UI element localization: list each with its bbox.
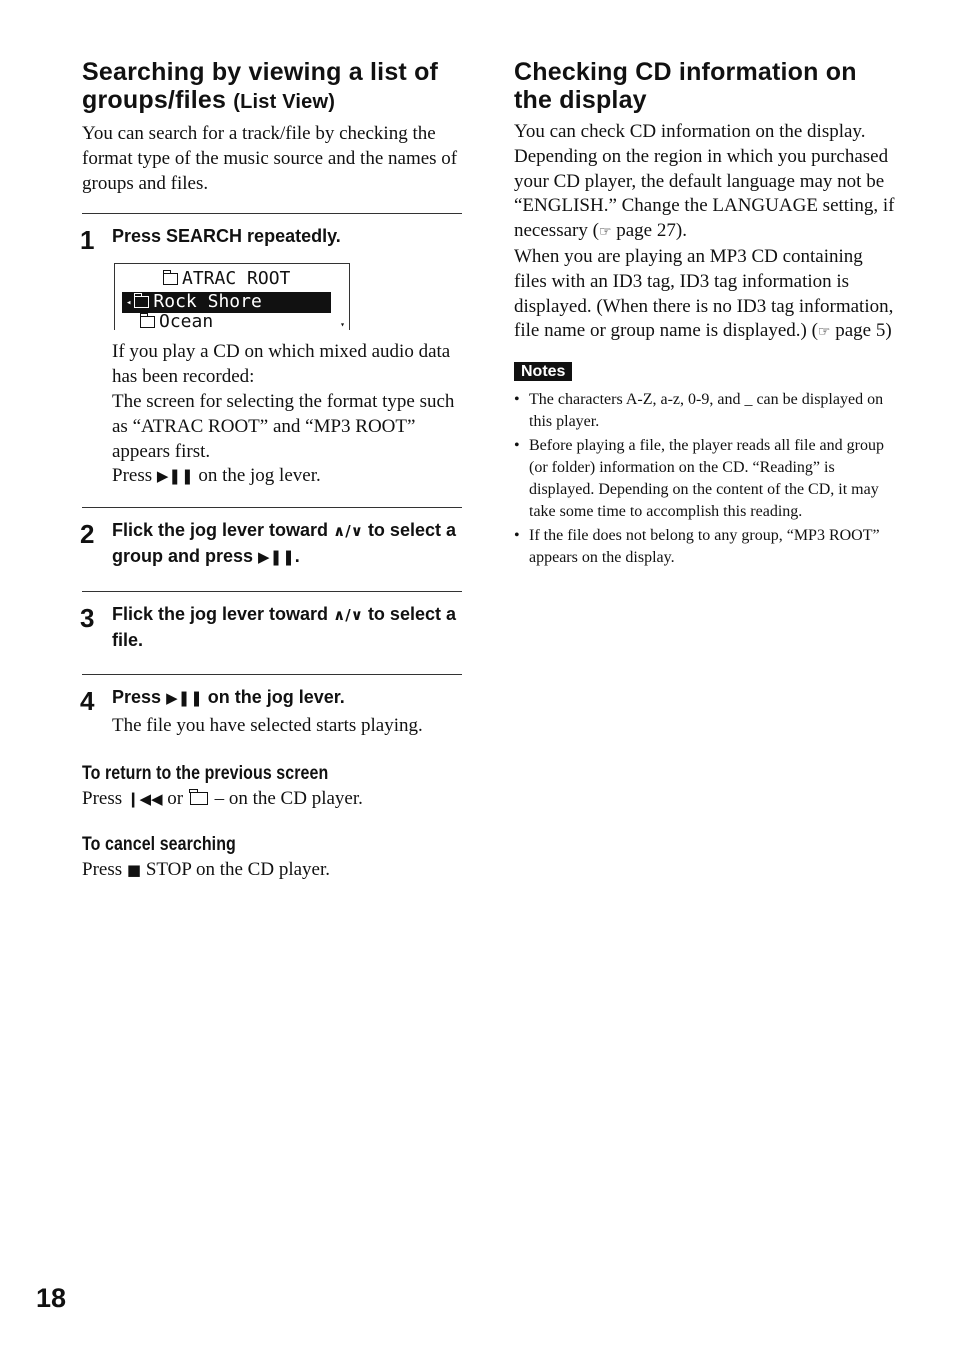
- lcd-display: [114, 263, 350, 333]
- section-title-cd-info: Checking CD information on the display: [514, 58, 857, 114]
- intro-text: You can search for a track/file by checking the format type of the music source and the names of groups and files.: [82, 123, 458, 194]
- cd-info-para-1: You can check CD information on the display. Depending on the region in which you purchased your CD player, the default language may not be “ENGLISH.” Change the LANGUAGE setting, if necessary (☞ page 27).: [514, 121, 895, 242]
- folder-icon: [140, 316, 155, 328]
- stop-icon: ■: [126, 860, 142, 879]
- up-down-icon: ∧/∨: [333, 606, 363, 625]
- step-body-p3: Press ▶❚❚ on the jog lever.: [112, 465, 321, 487]
- step-number: 2: [80, 519, 95, 550]
- step-1: [82, 213, 462, 507]
- lcd-row-selected: ◂ Rock Shore: [122, 292, 331, 313]
- play-pause-icon: ▶❚❚: [156, 467, 194, 486]
- up-down-icon: ∧/∨: [333, 522, 363, 541]
- step-body: The file you have selected starts playing.: [112, 715, 423, 737]
- folder-icon: [134, 296, 149, 308]
- cd-info-para-2: When you are playing an MP3 CD containing files with an ID3 tag, ID3 tag information is displayed. (When there is no ID3 tag information, file name or group name is displayed.) (☞ page 5): [514, 245, 894, 342]
- cancel-text: Press ■ STOP on the CD player.: [82, 858, 331, 880]
- previous-track-icon: ❙◀◀: [126, 789, 163, 808]
- folder-icon: [190, 792, 208, 805]
- note-item: • The characters A-Z, a-z, 0-9, and _ can be displayed on this player.: [514, 389, 899, 433]
- return-text: Press ❙◀◀ or – on the CD player.: [82, 787, 363, 809]
- step-2: [82, 507, 462, 591]
- step-4: [82, 674, 462, 763]
- lcd-row-root: ATRAC ROOT: [163, 269, 290, 289]
- page-number: 18: [36, 1283, 67, 1313]
- notes-list: [514, 389, 899, 569]
- page-reference-icon: ☞: [817, 324, 831, 341]
- note-item: • Before playing a file, the player reads all file and group (or folder) information on the CD. “Reading” is displayed. Depending on the content of the CD, it may take some time to accomplish this reading.: [514, 435, 899, 522]
- step-title: Press ▶❚❚ on the jog lever.: [112, 687, 345, 708]
- folder-icon: [163, 273, 178, 285]
- play-pause-icon: ▶❚❚: [166, 689, 203, 708]
- section-title-list-view: [82, 58, 462, 116]
- notes-label: Notes: [514, 362, 572, 381]
- note-item: • If the file does not belong to any group, “MP3 ROOT” appears on the display.: [514, 525, 899, 569]
- cancel-heading: To cancel searching: [82, 833, 236, 855]
- right-column: [514, 58, 899, 571]
- return-heading: To return to the previous screen: [82, 762, 329, 784]
- left-column: [82, 58, 462, 883]
- title-main: Searching by viewing a list of groups/files: [82, 58, 439, 114]
- page-reference-icon: ☞: [598, 224, 612, 241]
- step-title: Flick the jog lever toward ∧/∨ to select a file.: [112, 604, 456, 651]
- step-number: 3: [80, 603, 95, 634]
- scroll-indicator-icon: ▾: [340, 320, 345, 330]
- cursor-icon: ◂: [126, 298, 132, 309]
- step-body-p1: If you play a CD on which mixed audio data has been recorded:: [112, 341, 451, 388]
- step-body-p2: The screen for selecting the format type such as “ATRAC ROOT” and “MP3 ROOT” appears first.: [112, 390, 455, 462]
- step-number: 1: [80, 225, 95, 256]
- step-3: [82, 591, 462, 674]
- step-number: 4: [80, 686, 95, 717]
- lcd-row-ocean: Ocean: [140, 312, 213, 332]
- step-title: Press SEARCH repeatedly.: [112, 226, 341, 247]
- step-title: Flick the jog lever toward ∧/∨ to select a group and press ▶❚❚.: [112, 520, 456, 567]
- play-pause-icon: ▶❚❚: [258, 548, 295, 567]
- title-sub: (List View): [233, 91, 336, 113]
